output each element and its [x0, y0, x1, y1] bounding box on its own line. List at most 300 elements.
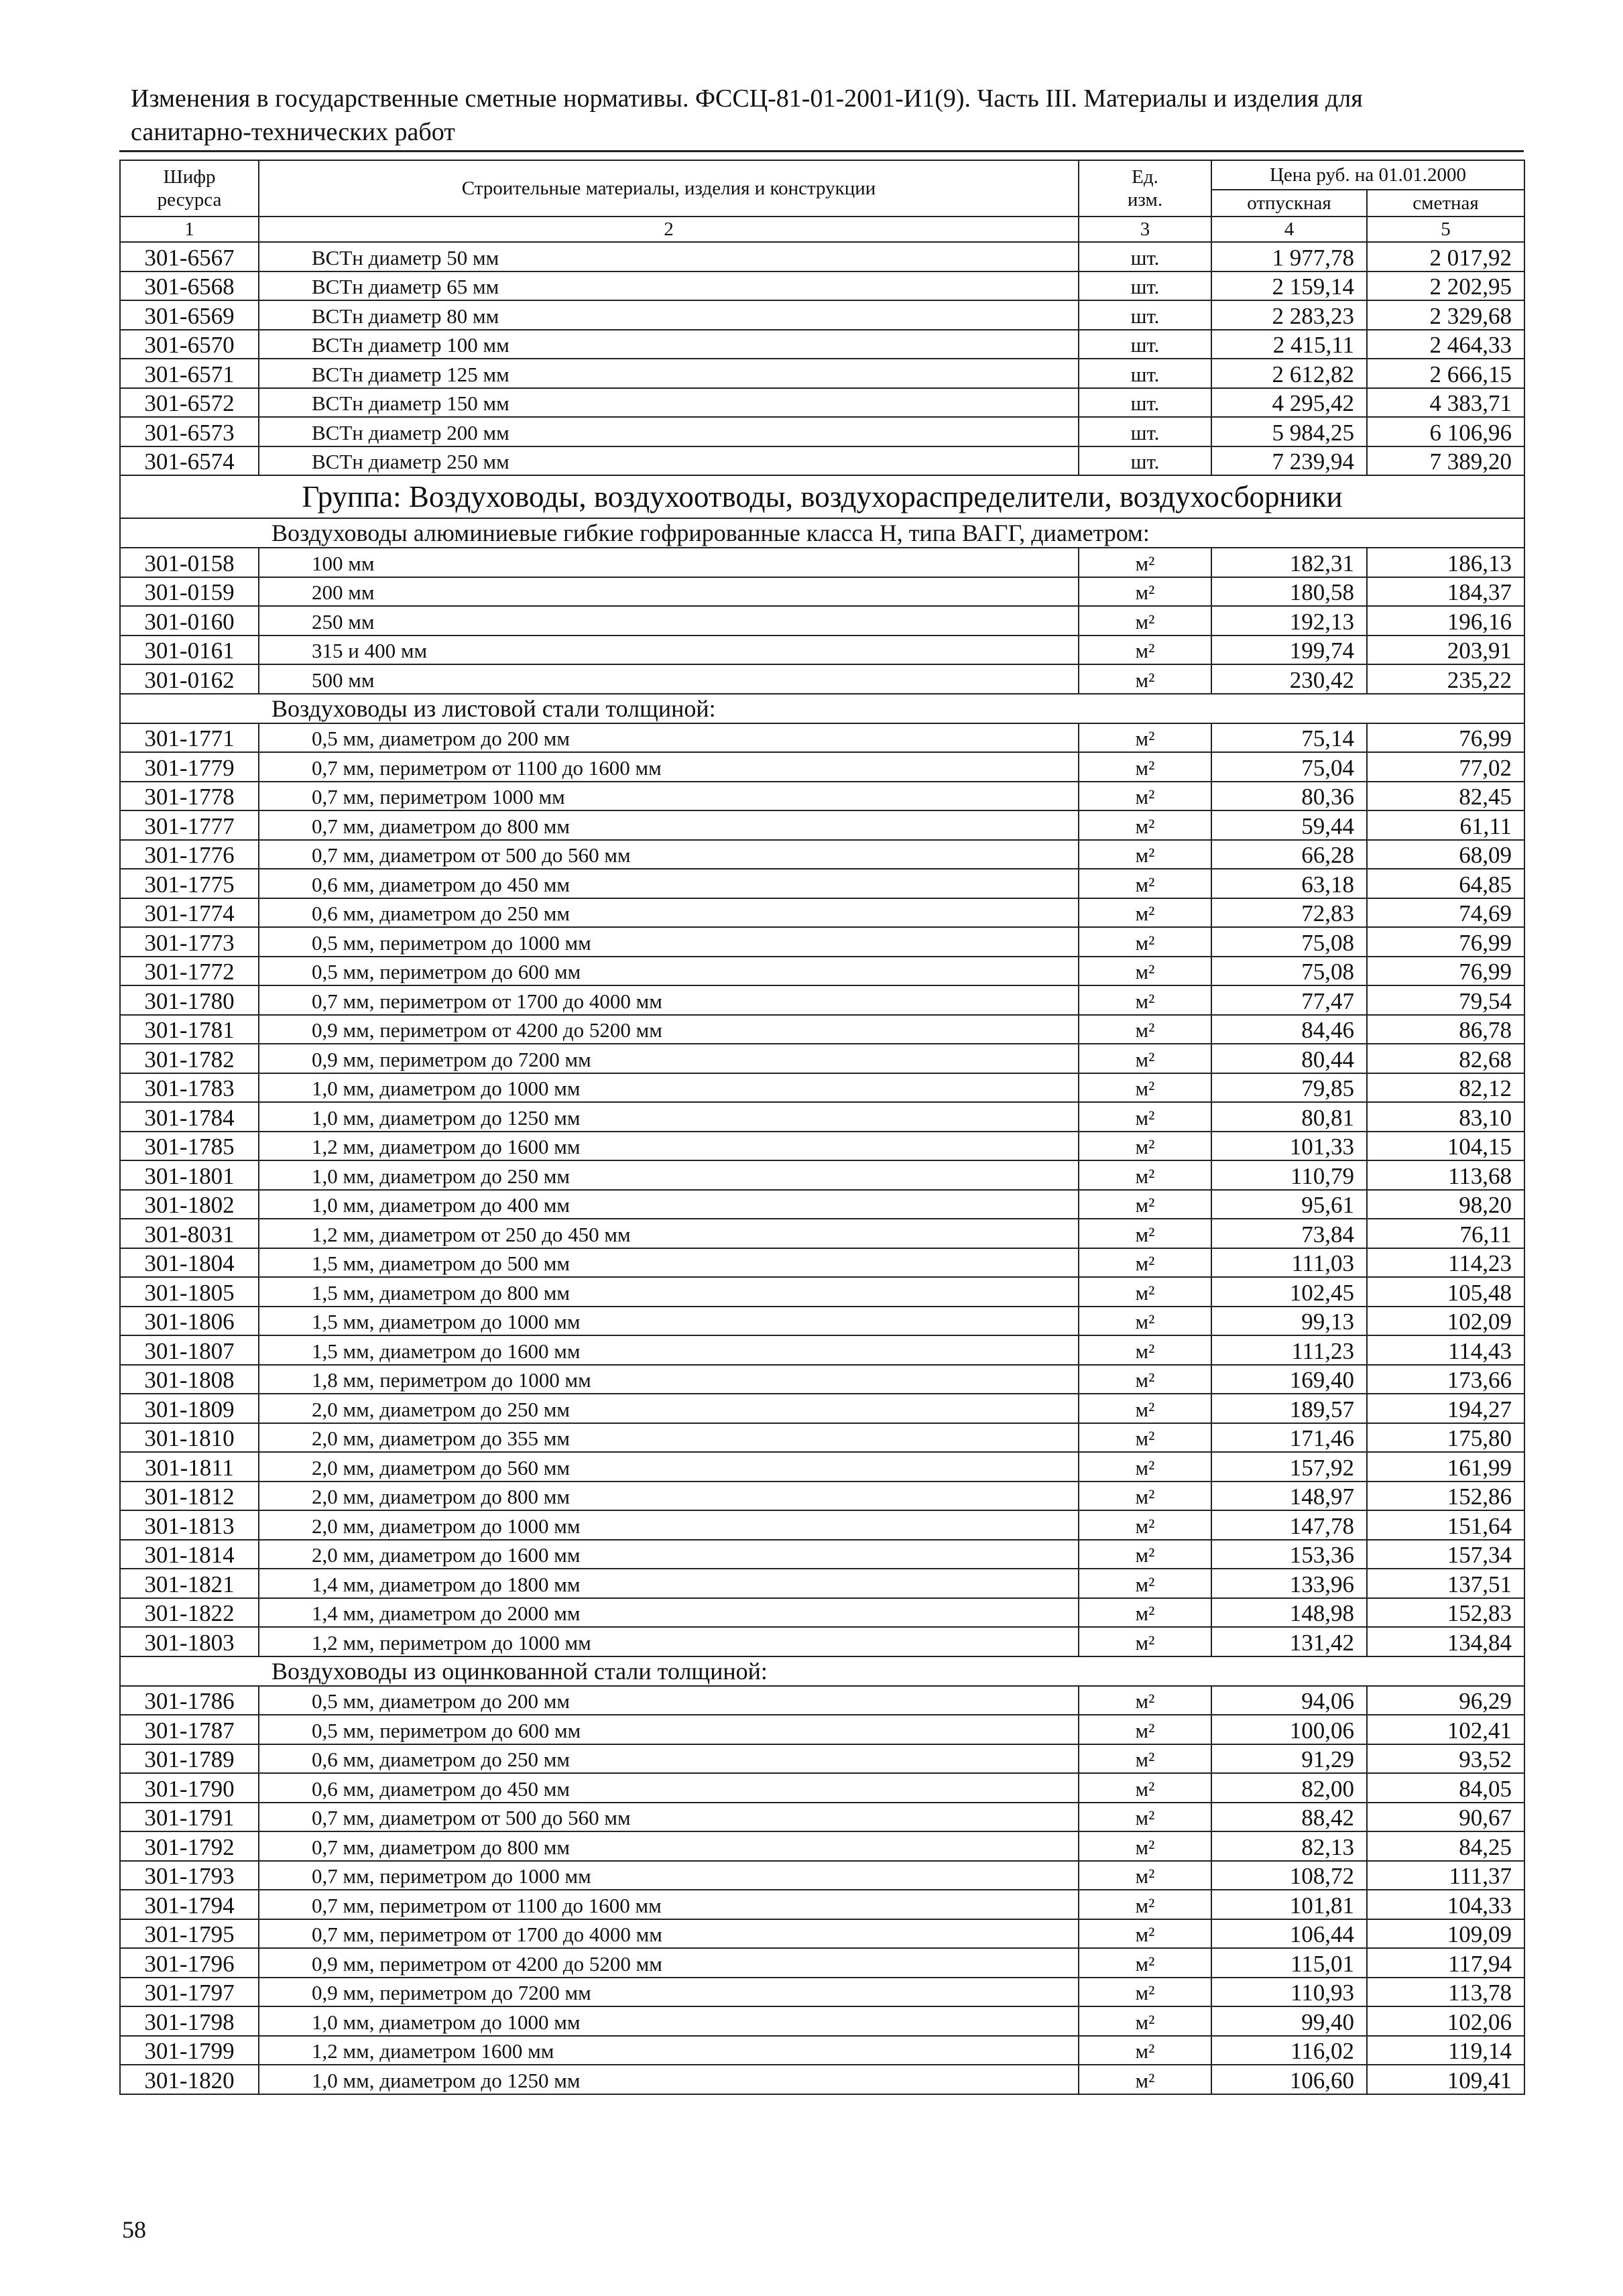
cell-unit: м² [1079, 636, 1211, 665]
cell-name: 1,2 мм, диаметром 1600 мм [259, 2036, 1079, 2065]
cell-code: 301-1775 [120, 869, 259, 898]
subgroup-title: Воздуховоды из оцинкованной стали толщиной: [120, 1656, 1524, 1686]
cell-price-estimate: 102,41 [1367, 1715, 1524, 1744]
cell-unit: шт. [1079, 388, 1211, 418]
cell-price-estimate: 114,23 [1367, 1248, 1524, 1278]
table-row [120, 985, 1524, 1015]
cell-price-release: 106,60 [1211, 2065, 1367, 2094]
table-body [120, 242, 1524, 2094]
table-row [120, 1803, 1524, 1832]
cell-code: 301-1797 [120, 1978, 259, 2007]
cell-name: 1,5 мм, диаметром до 1000 мм [259, 1307, 1079, 1336]
cell-price-estimate: 151,64 [1367, 1510, 1524, 1540]
header-price-estimate: сметная [1367, 190, 1524, 217]
cell-code: 301-1782 [120, 1044, 259, 1073]
cell-name: ВСТн диаметр 125 мм [259, 359, 1079, 388]
cell-name: 1,2 мм, периметром до 1000 мм [259, 1627, 1079, 1656]
table-row [120, 446, 1524, 476]
table-row [120, 606, 1524, 636]
cell-price-estimate: 93,52 [1367, 1744, 1524, 1774]
cell-price-release: 94,06 [1211, 1686, 1367, 1715]
table-row [120, 782, 1524, 811]
cell-code: 301-1773 [120, 927, 259, 957]
table-row [120, 1890, 1524, 1919]
cell-code: 301-1793 [120, 1861, 259, 1890]
cell-name: 0,5 мм, диаметром до 200 мм [259, 723, 1079, 753]
cell-unit: м² [1079, 1627, 1211, 1656]
cell-name: 0,7 мм, диаметром от 500 до 560 мм [259, 840, 1079, 869]
cell-price-release: 72,83 [1211, 898, 1367, 928]
cell-price-release: 108,72 [1211, 1861, 1367, 1890]
cell-price-release: 2 159,14 [1211, 271, 1367, 301]
table-row [120, 636, 1524, 665]
header-unit: Ед. изм. [1079, 160, 1211, 217]
cell-price-release: 79,85 [1211, 1073, 1367, 1103]
cell-code: 301-1805 [120, 1277, 259, 1307]
cell-price-release: 95,61 [1211, 1190, 1367, 1219]
cell-name: 0,7 мм, периметром от 1700 до 4000 мм [259, 985, 1079, 1015]
cell-code: 301-1802 [120, 1190, 259, 1219]
cell-price-estimate: 152,86 [1367, 1482, 1524, 1511]
cell-code: 301-1774 [120, 898, 259, 928]
cell-name: ВСТн диаметр 200 мм [259, 417, 1079, 446]
cell-price-estimate: 104,15 [1367, 1132, 1524, 1161]
cell-name: 2,0 мм, диаметром до 355 мм [259, 1423, 1079, 1453]
column-number: 2 [259, 217, 1079, 242]
cell-price-estimate: 77,02 [1367, 752, 1524, 782]
cell-price-release: 101,81 [1211, 1890, 1367, 1919]
cell-unit: м² [1079, 1219, 1211, 1248]
table-row [120, 723, 1524, 753]
cell-price-release: 73,84 [1211, 1219, 1367, 1248]
cell-code: 301-0160 [120, 606, 259, 636]
cell-name: 1,4 мм, диаметром до 2000 мм [259, 1598, 1079, 1628]
cell-price-release: 111,03 [1211, 1248, 1367, 1278]
table-row [120, 1861, 1524, 1890]
cell-price-release: 102,45 [1211, 1277, 1367, 1307]
cell-unit: м² [1079, 1190, 1211, 1219]
cell-unit: м² [1079, 1569, 1211, 1598]
cell-unit: м² [1079, 1510, 1211, 1540]
column-number: 3 [1079, 217, 1211, 242]
table-row [120, 1744, 1524, 1774]
cell-price-release: 80,81 [1211, 1102, 1367, 1132]
cell-price-estimate: 7 389,20 [1367, 446, 1524, 476]
cell-price-estimate: 113,68 [1367, 1160, 1524, 1190]
cell-price-estimate: 114,43 [1367, 1335, 1524, 1365]
cell-code: 301-1804 [120, 1248, 259, 1278]
cell-unit: м² [1079, 1803, 1211, 1832]
cell-unit: м² [1079, 1861, 1211, 1890]
table-row [120, 1044, 1524, 1073]
cell-unit: м² [1079, 606, 1211, 636]
cell-price-release: 110,93 [1211, 1978, 1367, 2007]
cell-unit: шт. [1079, 446, 1211, 476]
cell-name: 1,2 мм, диаметром до 1600 мм [259, 1132, 1079, 1161]
cell-price-estimate: 82,12 [1367, 1073, 1524, 1103]
cell-price-release: 2 612,82 [1211, 359, 1367, 388]
cell-unit: м² [1079, 782, 1211, 811]
table-row [120, 869, 1524, 898]
subgroup-title-row [120, 1656, 1524, 1686]
cell-code: 301-1772 [120, 957, 259, 986]
cell-name: 1,8 мм, периметром до 1000 мм [259, 1365, 1079, 1394]
cell-unit: м² [1079, 1540, 1211, 1569]
cell-name: 200 мм [259, 577, 1079, 607]
cell-price-estimate: 194,27 [1367, 1394, 1524, 1423]
cell-unit: м² [1079, 810, 1211, 840]
table-row [120, 1160, 1524, 1190]
cell-price-estimate: 2 202,95 [1367, 271, 1524, 301]
cell-price-estimate: 137,51 [1367, 1569, 1524, 1598]
cell-name: 2,0 мм, диаметром до 250 мм [259, 1394, 1079, 1423]
cell-price-estimate: 76,99 [1367, 927, 1524, 957]
cell-unit: м² [1079, 1978, 1211, 2007]
subgroup-title-row [120, 694, 1524, 723]
table-row [120, 359, 1524, 388]
cell-name: ВСТн диаметр 150 мм [259, 388, 1079, 418]
cell-price-release: 153,36 [1211, 1540, 1367, 1569]
header-line-2: санитарно-технических работ [131, 118, 455, 146]
cell-code: 301-1792 [120, 1831, 259, 1861]
cell-name: 2,0 мм, диаметром до 800 мм [259, 1482, 1079, 1511]
cell-name: 0,7 мм, периметром от 1700 до 4000 мм [259, 1919, 1079, 1949]
cell-code: 301-6571 [120, 359, 259, 388]
cell-name: 1,0 мм, диаметром до 1250 мм [259, 2065, 1079, 2094]
table-row [120, 1948, 1524, 1978]
cell-name: 0,5 мм, диаметром до 200 мм [259, 1686, 1079, 1715]
cell-price-release: 111,23 [1211, 1335, 1367, 1365]
cell-unit: м² [1079, 1686, 1211, 1715]
cell-price-release: 148,97 [1211, 1482, 1367, 1511]
cell-name: 2,0 мм, диаметром до 560 мм [259, 1452, 1079, 1482]
cell-unit: м² [1079, 2006, 1211, 2036]
cell-unit: м² [1079, 1482, 1211, 1511]
cell-unit: м² [1079, 840, 1211, 869]
table-row [120, 2036, 1524, 2065]
cell-price-release: 4 295,42 [1211, 388, 1367, 418]
cell-name: 315 и 400 мм [259, 636, 1079, 665]
cell-code: 301-1803 [120, 1627, 259, 1656]
cell-name: 1,0 мм, диаметром до 1000 мм [259, 1073, 1079, 1103]
cell-price-estimate: 184,37 [1367, 577, 1524, 607]
subgroup-title-row [120, 518, 1524, 548]
cell-price-release: 75,14 [1211, 723, 1367, 753]
cell-name: 0,5 мм, периметром до 600 мм [259, 957, 1079, 986]
cell-price-release: 5 984,25 [1211, 417, 1367, 446]
cell-unit: м² [1079, 985, 1211, 1015]
cell-code: 301-6573 [120, 417, 259, 446]
cell-price-estimate: 235,22 [1367, 664, 1524, 694]
cell-code: 301-0159 [120, 577, 259, 607]
cell-price-estimate: 157,34 [1367, 1540, 1524, 1569]
cell-name: 0,7 мм, диаметром до 800 мм [259, 810, 1079, 840]
table-row [120, 1073, 1524, 1103]
cell-code: 301-1807 [120, 1335, 259, 1365]
cell-unit: м² [1079, 957, 1211, 986]
cell-price-release: 230,42 [1211, 664, 1367, 694]
cell-code: 301-1778 [120, 782, 259, 811]
cell-name: 1,4 мм, диаметром до 1800 мм [259, 1569, 1079, 1598]
cell-unit: м² [1079, 1015, 1211, 1044]
cell-code: 301-1796 [120, 1948, 259, 1978]
cell-code: 301-1794 [120, 1890, 259, 1919]
cell-price-estimate: 84,25 [1367, 1831, 1524, 1861]
cell-unit: м² [1079, 664, 1211, 694]
table-row [120, 1452, 1524, 1482]
cell-code: 301-1777 [120, 810, 259, 840]
table-row [120, 1335, 1524, 1365]
cell-name: 0,5 мм, периметром до 600 мм [259, 1715, 1079, 1744]
header-name: Строительные материалы, изделия и конструкции [259, 160, 1079, 217]
cell-price-release: 131,42 [1211, 1627, 1367, 1656]
cell-code: 301-1795 [120, 1919, 259, 1949]
cell-price-estimate: 6 106,96 [1367, 417, 1524, 446]
cell-name: 1,5 мм, диаметром до 800 мм [259, 1277, 1079, 1307]
cell-code: 301-1801 [120, 1160, 259, 1190]
cell-code: 301-6569 [120, 300, 259, 330]
cell-code: 301-1787 [120, 1715, 259, 1744]
cell-name: 2,0 мм, диаметром до 1000 мм [259, 1510, 1079, 1540]
cell-unit: м² [1079, 1073, 1211, 1103]
cell-name: 0,7 мм, диаметром от 500 до 560 мм [259, 1803, 1079, 1832]
cell-price-release: 91,29 [1211, 1744, 1367, 1774]
cell-price-estimate: 186,13 [1367, 548, 1524, 577]
cell-price-estimate: 173,66 [1367, 1365, 1524, 1394]
table-row [120, 417, 1524, 446]
cell-price-estimate: 203,91 [1367, 636, 1524, 665]
table-header [120, 160, 1524, 242]
cell-name: 1,0 мм, диаметром до 250 мм [259, 1160, 1079, 1190]
cell-unit: м² [1079, 1102, 1211, 1132]
cell-code: 301-1784 [120, 1102, 259, 1132]
table-row [120, 957, 1524, 986]
cell-unit: м² [1079, 548, 1211, 577]
cell-price-release: 77,47 [1211, 985, 1367, 1015]
cell-price-release: 169,40 [1211, 1365, 1367, 1394]
cell-price-estimate: 175,80 [1367, 1423, 1524, 1453]
cell-price-estimate: 79,54 [1367, 985, 1524, 1015]
table-row [120, 664, 1524, 694]
cell-unit: м² [1079, 2065, 1211, 2094]
cell-price-estimate: 64,85 [1367, 869, 1524, 898]
cell-code: 301-1776 [120, 840, 259, 869]
cell-unit: м² [1079, 1044, 1211, 1073]
cell-price-release: 2 283,23 [1211, 300, 1367, 330]
table-row [120, 752, 1524, 782]
table-row [120, 1365, 1524, 1394]
cell-unit: м² [1079, 1394, 1211, 1423]
table-row [120, 1686, 1524, 1715]
cell-price-estimate: 82,45 [1367, 782, 1524, 811]
cell-price-release: 99,13 [1211, 1307, 1367, 1336]
table-row [120, 388, 1524, 418]
cell-code: 301-6568 [120, 271, 259, 301]
table-row [120, 1190, 1524, 1219]
cell-name: 1,0 мм, диаметром до 400 мм [259, 1190, 1079, 1219]
cell-price-release: 63,18 [1211, 869, 1367, 898]
cell-price-estimate: 74,69 [1367, 898, 1524, 928]
cell-price-release: 115,01 [1211, 1948, 1367, 1978]
cell-price-release: 82,00 [1211, 1773, 1367, 1803]
cell-price-estimate: 2 666,15 [1367, 359, 1524, 388]
cell-unit: шт. [1079, 330, 1211, 359]
table-row [120, 1307, 1524, 1336]
cell-price-estimate: 161,99 [1367, 1452, 1524, 1482]
cell-price-release: 147,78 [1211, 1510, 1367, 1540]
cell-price-release: 7 239,94 [1211, 446, 1367, 476]
cell-price-release: 75,08 [1211, 957, 1367, 986]
cell-code: 301-1822 [120, 1598, 259, 1628]
cell-name: 500 мм [259, 664, 1079, 694]
cell-price-estimate: 109,41 [1367, 2065, 1524, 2094]
cell-code: 301-6567 [120, 242, 259, 271]
cell-unit: м² [1079, 1919, 1211, 1949]
table-row [120, 898, 1524, 928]
table-row [120, 1919, 1524, 1949]
cell-price-estimate: 111,37 [1367, 1861, 1524, 1890]
cell-code: 301-1808 [120, 1365, 259, 1394]
table-row [120, 2065, 1524, 2094]
cell-price-estimate: 90,67 [1367, 1803, 1524, 1832]
table-row [120, 927, 1524, 957]
table-row [120, 242, 1524, 271]
cell-price-estimate: 83,10 [1367, 1102, 1524, 1132]
cell-unit: м² [1079, 1307, 1211, 1336]
subgroup-title: Воздуховоды из листовой стали толщиной: [120, 694, 1524, 723]
cell-price-release: 84,46 [1211, 1015, 1367, 1044]
cell-price-estimate: 96,29 [1367, 1686, 1524, 1715]
table-row [120, 1598, 1524, 1628]
table-row [120, 840, 1524, 869]
cell-price-release: 106,44 [1211, 1919, 1367, 1949]
table-row [120, 1510, 1524, 1540]
cell-unit: м² [1079, 752, 1211, 782]
cell-price-release: 189,57 [1211, 1394, 1367, 1423]
cell-unit: м² [1079, 1452, 1211, 1482]
cell-code: 301-1812 [120, 1482, 259, 1511]
table-row [120, 1248, 1524, 1278]
table-row [120, 1569, 1524, 1598]
cell-price-release: 75,04 [1211, 752, 1367, 782]
cell-code: 301-1813 [120, 1510, 259, 1540]
header-code: Шифр ресурса [120, 160, 259, 217]
cell-unit: м² [1079, 1160, 1211, 1190]
cell-name: 0,9 мм, периметром от 4200 до 5200 мм [259, 1948, 1079, 1978]
cell-price-estimate: 2 329,68 [1367, 300, 1524, 330]
cell-price-release: 75,08 [1211, 927, 1367, 957]
cell-name: 0,9 мм, периметром от 4200 до 5200 мм [259, 1015, 1079, 1044]
cell-price-release: 157,92 [1211, 1452, 1367, 1482]
cell-name: 1,5 мм, диаметром до 1600 мм [259, 1335, 1079, 1365]
cell-name: 0,7 мм, периметром 1000 мм [259, 782, 1079, 811]
cell-code: 301-1809 [120, 1394, 259, 1423]
cell-price-estimate: 109,09 [1367, 1919, 1524, 1949]
table-row [120, 1423, 1524, 1453]
cell-price-estimate: 68,09 [1367, 840, 1524, 869]
cell-code: 301-1791 [120, 1803, 259, 1832]
cell-code: 301-1811 [120, 1452, 259, 1482]
table-row [120, 1482, 1524, 1511]
cell-price-release: 100,06 [1211, 1715, 1367, 1744]
table-row [120, 1627, 1524, 1656]
cell-unit: шт. [1079, 359, 1211, 388]
column-number-row [120, 217, 1524, 242]
cell-price-release: 133,96 [1211, 1569, 1367, 1598]
cell-price-estimate: 134,84 [1367, 1627, 1524, 1656]
table-row [120, 1540, 1524, 1569]
cell-code: 301-1780 [120, 985, 259, 1015]
cell-code: 301-1814 [120, 1540, 259, 1569]
cell-unit: м² [1079, 1248, 1211, 1278]
table-row [120, 300, 1524, 330]
cell-code: 301-1789 [120, 1744, 259, 1774]
cell-unit: м² [1079, 1335, 1211, 1365]
cell-code: 301-1798 [120, 2006, 259, 2036]
cell-code: 301-1806 [120, 1307, 259, 1336]
cell-name: 0,7 мм, периметром от 1100 до 1600 мм [259, 752, 1079, 782]
page-number: 58 [122, 2216, 146, 2243]
cell-unit: м² [1079, 1948, 1211, 1978]
cell-name: 1,5 мм, диаметром до 500 мм [259, 1248, 1079, 1278]
cell-price-release: 82,13 [1211, 1831, 1367, 1861]
cell-unit: шт. [1079, 271, 1211, 301]
cell-code: 301-1779 [120, 752, 259, 782]
cell-price-estimate: 119,14 [1367, 2036, 1524, 2065]
group-title: Группа: Воздуховоды, воздухоотводы, воздухораспределители, воздухосборники [120, 475, 1524, 518]
cell-price-release: 199,74 [1211, 636, 1367, 665]
column-number: 5 [1367, 217, 1524, 242]
header-price-group: Цена руб. на 01.01.2000 [1211, 160, 1524, 190]
cell-price-release: 182,31 [1211, 548, 1367, 577]
price-table [119, 160, 1525, 2095]
cell-price-estimate: 113,78 [1367, 1978, 1524, 2007]
cell-name: 0,7 мм, диаметром до 800 мм [259, 1831, 1079, 1861]
table-row [120, 1715, 1524, 1744]
cell-price-estimate: 102,06 [1367, 2006, 1524, 2036]
cell-price-estimate: 82,68 [1367, 1044, 1524, 1073]
cell-price-estimate: 76,99 [1367, 957, 1524, 986]
column-number: 1 [120, 217, 259, 242]
header-line-1: Изменения в государственные сметные нормативы. ФССЦ-81-01-2001-И1(9). Часть III. Материалы и изделия для [131, 84, 1363, 113]
cell-code: 301-0158 [120, 548, 259, 577]
header-divider [119, 150, 1524, 152]
table-row [120, 577, 1524, 607]
table-row [120, 1773, 1524, 1803]
cell-code: 301-1786 [120, 1686, 259, 1715]
cell-price-estimate: 84,05 [1367, 1773, 1524, 1803]
cell-name: 1,0 мм, диаметром до 1250 мм [259, 1102, 1079, 1132]
table-row [120, 2006, 1524, 2036]
cell-price-release: 99,40 [1211, 2006, 1367, 2036]
table-row [120, 1394, 1524, 1423]
cell-price-release: 80,36 [1211, 782, 1367, 811]
table-row [120, 1015, 1524, 1044]
cell-price-release: 110,79 [1211, 1160, 1367, 1190]
cell-name: 0,7 мм, периметром до 1000 мм [259, 1861, 1079, 1890]
cell-price-estimate: 86,78 [1367, 1015, 1524, 1044]
cell-code: 301-1810 [120, 1423, 259, 1453]
cell-name: 0,6 мм, диаметром до 450 мм [259, 869, 1079, 898]
cell-name: 0,6 мм, диаметром до 450 мм [259, 1773, 1079, 1803]
group-title-row [120, 475, 1524, 518]
cell-unit: м² [1079, 1715, 1211, 1744]
cell-name: 250 мм [259, 606, 1079, 636]
table-row [120, 1978, 1524, 2007]
cell-code: 301-6572 [120, 388, 259, 418]
cell-price-release: 2 415,11 [1211, 330, 1367, 359]
cell-price-estimate: 4 383,71 [1367, 388, 1524, 418]
